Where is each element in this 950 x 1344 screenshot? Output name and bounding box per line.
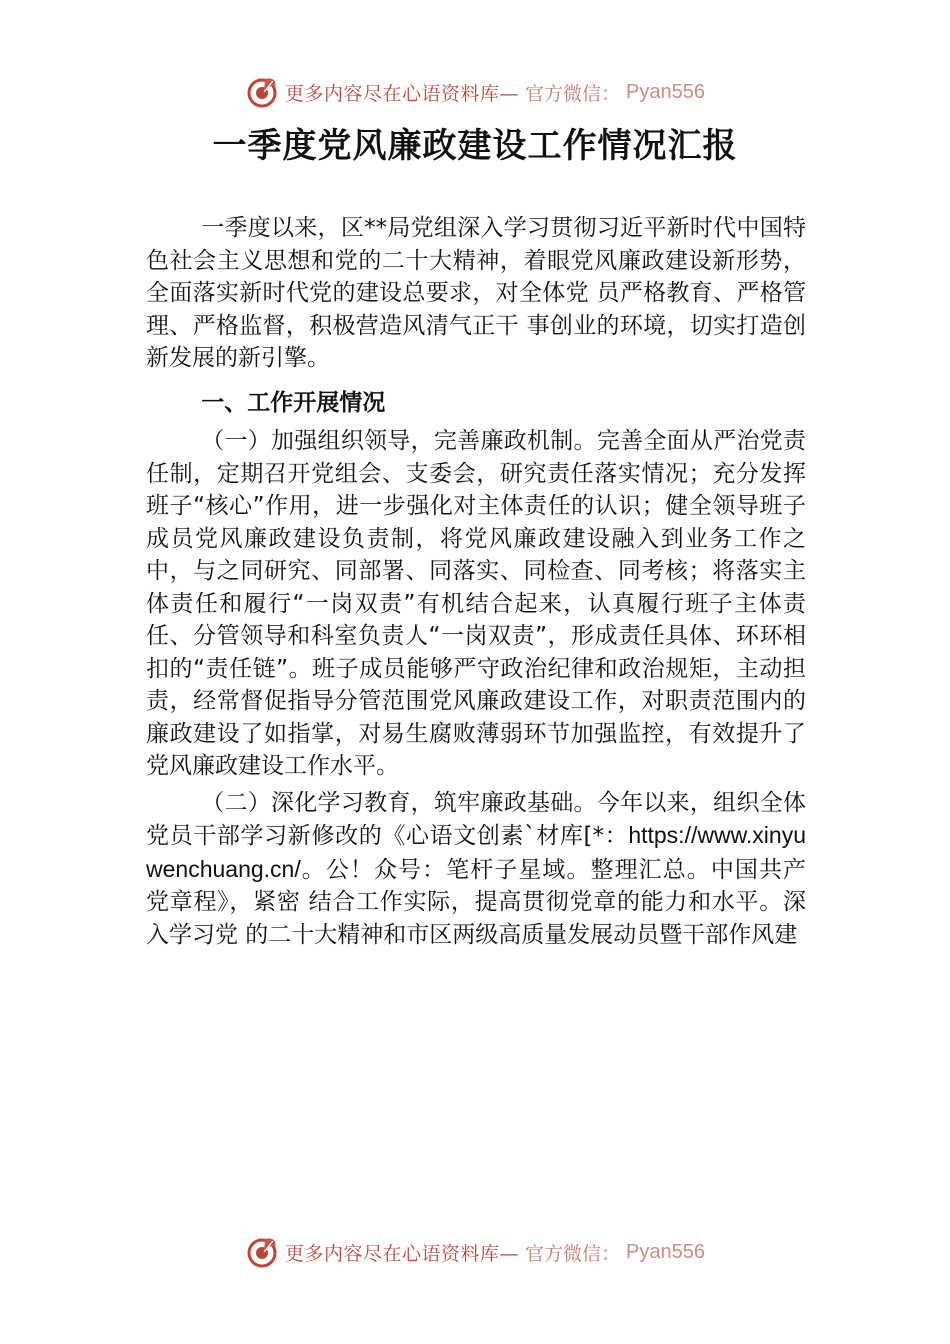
- paragraph-2-end: 。公！众号：笔杆子星域。整理汇总。中国共产党章程》，紧密 结合工作实际，提高贯彻党章的能力和水平。深入学习党 的二十大精神和市区两级高质量发展动员暨干部作风建: [146, 856, 806, 948]
- banner-slogan: 更多内容尽在心语资料库—: [285, 82, 520, 105]
- banner-slogan: 更多内容尽在心语资料库—: [285, 1242, 520, 1265]
- footer-banner: [0, 1232, 950, 1272]
- paragraph-2: [146, 787, 806, 952]
- banner-wechat-label: 官方微信：: [525, 82, 621, 105]
- header-banner: [0, 72, 950, 112]
- intro-paragraph: 一季度以来，区**局党组深入学习贯彻习近平新时代中国特色社会主义思想和党的二十大精神，着眼党风廉政建设新形势，全面落实新时代党的建设总要求，对全体党 员严格教育、严格管理、严格监督，积极营造风清气正干 事创业的环境，切实打造创新发展的新引擎。: [146, 215, 806, 371]
- quill-circle-logo-icon: [245, 75, 279, 109]
- paragraph-2-start: （二）深化学习教育，筑牢廉政基础。今年以来，组织全体党员干部学习新修改的《心语文创素`材库[*：: [146, 789, 806, 849]
- section-heading: 一、工作开展情况: [201, 389, 386, 416]
- quill-circle-logo-icon: [245, 1235, 279, 1269]
- banner-wechat-label: 官方微信：: [525, 1242, 621, 1265]
- paragraph-2-url: https://www.xinyuwenchuang.cn/: [146, 822, 806, 882]
- banner-wechat-id: Pyan556: [626, 1240, 705, 1263]
- document-body: [146, 212, 806, 951]
- paragraph-1: （一）加强组织领导，完善廉政机制。完善全面从严治党责任制，定期召开党组会、支委会，研究责任落实情况；充分发挥班子“核心”作用，进一步强化对主体责任的认识；健全领导班子成员党风廉政建设负责制，将党风廉政建设融入到业务工作之中，与之同研究、同部署、同落实、同检查、同考核；将落实主体责任和履行“一岗双责”有机结合起来，认真履行班子主体责任、分管领导和科室负责人“一岗双责”，形成责任具体、环环相扣的“责任链”。班子成员能够严守政治纪律和政治规矩，主动担责，经常督促指导分管范围党风廉政建设工作，对职责范围内的廉政建设了如指掌，对易生腐败薄弱环节加强监控，有效提升了党风廉政建设工作水平。: [146, 428, 806, 779]
- banner-wechat-id: Pyan556: [626, 80, 705, 103]
- document-title: 一季度党风廉政建设工作情况汇报: [212, 126, 738, 166]
